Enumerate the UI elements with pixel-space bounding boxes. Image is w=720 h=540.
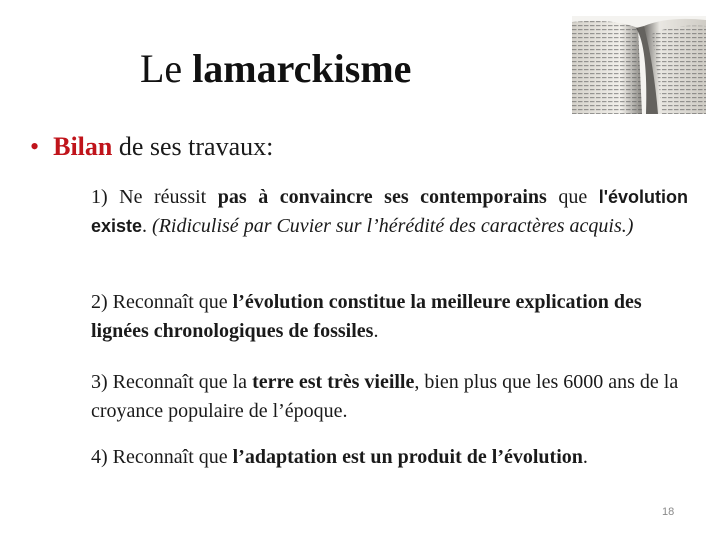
point-1-bold-1: pas à convaincre ses contemporains: [217, 186, 547, 208]
point-2: [91, 288, 688, 346]
point-2-bold: l’évolution constitue la meilleure explication des lignées chronologiques de fossiles: [91, 291, 642, 342]
bullet-rest: de ses travaux:: [118, 132, 274, 161]
point-3-text-1: , bien plus que les 6000 ans de la croyance populaire de l’époque.: [91, 371, 679, 422]
point-3-bold: terre est très vieille: [252, 371, 415, 393]
open-book-photo-icon: [572, 16, 706, 114]
point-1-number: 1) Ne réussit: [91, 186, 207, 208]
point-1-bold-2: l'évolution existe: [91, 187, 689, 236]
bullet-marker: •: [30, 132, 40, 161]
point-1-text-1: que: [558, 186, 588, 208]
page-number: 18: [662, 506, 675, 518]
title-regular: Le: [140, 46, 183, 91]
title-bold: lamarckisme: [192, 46, 412, 91]
point-4-text-1: .: [582, 446, 588, 468]
point-1-text-2: .: [142, 215, 148, 237]
point-3-text-0: 3) Reconnaît que la: [91, 371, 248, 393]
point-4-bold: l’adaptation est un produit de l’évolution: [232, 446, 583, 468]
point-2-text-1: .: [373, 320, 379, 342]
point-4-text-0: 4) Reconnaît que: [91, 446, 228, 468]
point-4: [91, 443, 688, 472]
slide-title: [140, 44, 411, 94]
point-3: [91, 368, 688, 426]
bullet-strong: Bilan: [53, 132, 113, 161]
point-1: [91, 183, 688, 241]
point-2-text-0: 2) Reconnaît que: [91, 291, 228, 313]
point-1-italic: (Ridiculisé par Cuvier sur l’hérédité des caractères acquis.): [152, 215, 634, 237]
book-image: [572, 16, 706, 114]
bullet-heading: [30, 130, 273, 164]
